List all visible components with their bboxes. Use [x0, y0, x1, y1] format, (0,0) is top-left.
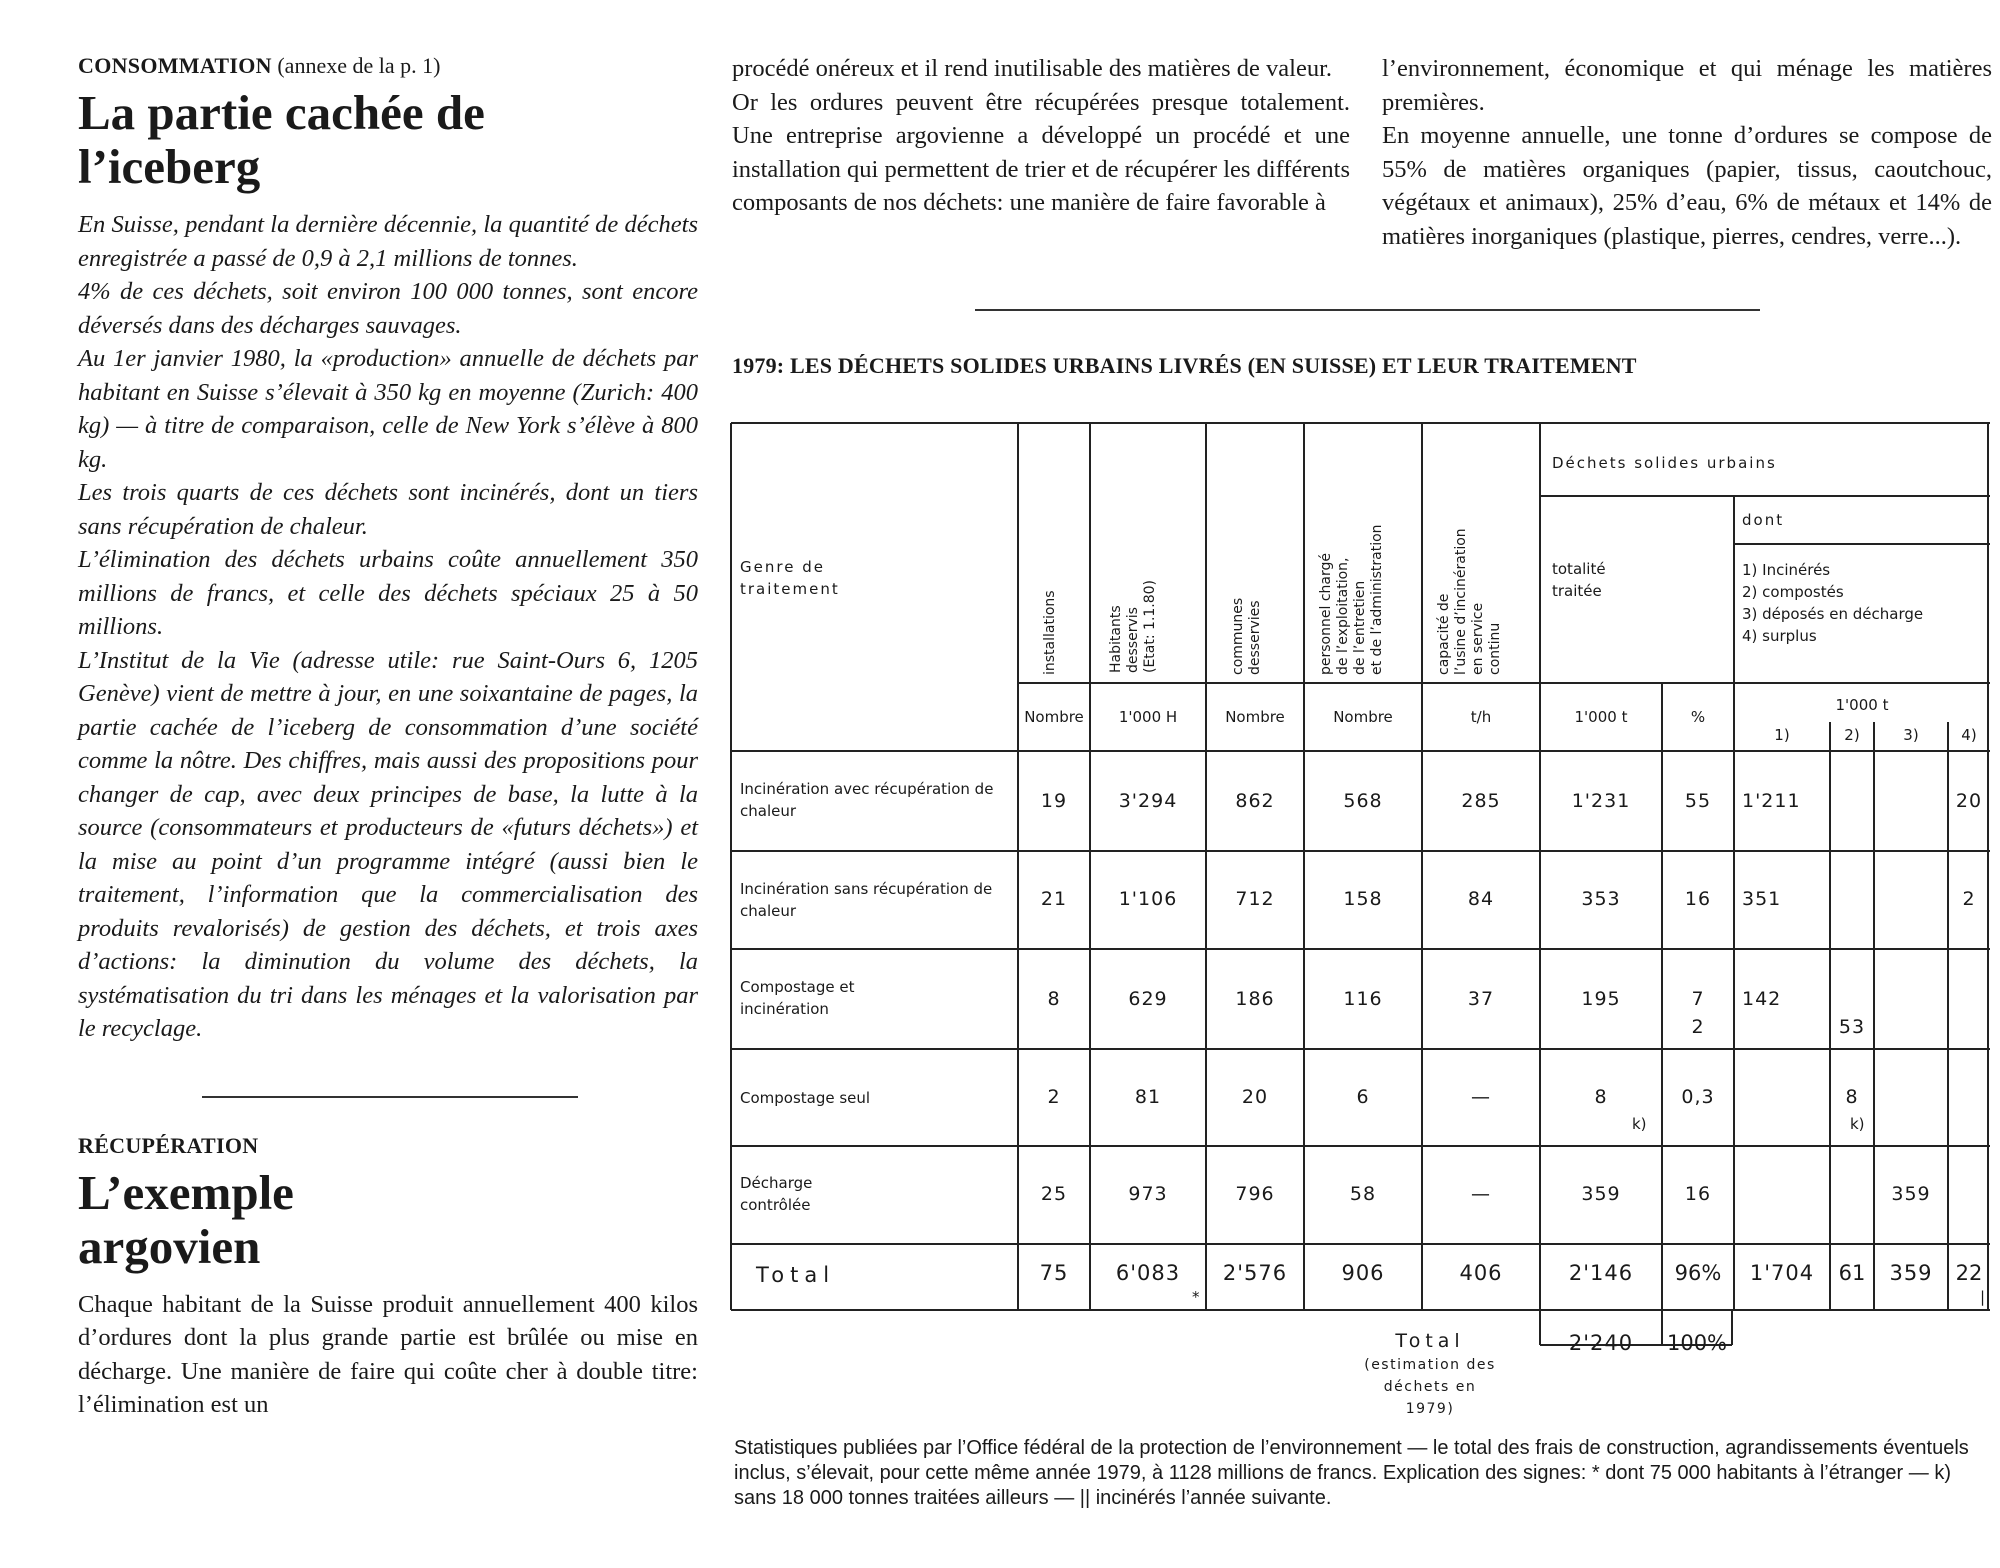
unit-cell: 1'000 t: [1835, 696, 1889, 714]
cell-pct: 16: [1684, 1183, 1712, 1205]
body-paragraph: l’environnement, économique et qui ménage les matières premières.: [1382, 55, 1992, 116]
header-habitants: Habitants desservis (Etat: 1.1.80): [1108, 579, 1158, 673]
total-c2: 61: [1838, 1261, 1866, 1285]
cell-c1: 351: [1742, 888, 1782, 910]
row-label: Compostage et incinération: [740, 978, 855, 1018]
row-label: Incinération sans récupération de chaleur: [740, 880, 993, 920]
total-capacite: 406: [1459, 1261, 1503, 1285]
cell-note: k): [1850, 1115, 1865, 1133]
cell-pct: 55: [1684, 790, 1712, 812]
header-installations: installations: [1042, 590, 1058, 675]
cell-communes: 186: [1235, 988, 1275, 1010]
total-totalite: 2'146: [1568, 1261, 1634, 1285]
cell-personnel: 158: [1343, 888, 1383, 910]
cell-communes: 796: [1235, 1183, 1275, 1205]
total-c4-note: |: [1980, 1288, 1986, 1306]
subunit-cell: 1): [1774, 726, 1790, 744]
cell-installations: 21: [1040, 888, 1068, 910]
section-label: RÉCUPÉRATION: [78, 1132, 259, 1158]
cell-capacite: 37: [1467, 988, 1495, 1010]
row-label: Incinération avec récupération de chaleur: [740, 780, 994, 820]
dont-item: 2) compostés: [1742, 583, 1844, 601]
header-genre: Genre de traitement: [740, 558, 840, 598]
intro-paragraph: En Suisse, pendant la dernière décennie, la quantité de déchets enregistrée a passé de 0,9 à 2,1 millions de tonnes.: [78, 211, 698, 272]
total-note: *: [1192, 1288, 1200, 1306]
cell-installations: 19: [1040, 790, 1068, 812]
cell-habitants: 81: [1134, 1086, 1162, 1108]
right-column: [1382, 52, 1992, 253]
section-kicker-consommation: [78, 52, 698, 80]
cell-totalite: 359: [1581, 1183, 1621, 1205]
subunit-cell: 2): [1844, 726, 1860, 744]
total-c1: 1'704: [1749, 1261, 1815, 1285]
header-dont: dont: [1742, 511, 1785, 529]
cell-c4: 2: [1962, 888, 1976, 910]
cell-note: k): [1632, 1115, 1647, 1133]
unit-cell: 1'000 H: [1118, 708, 1178, 726]
unit-cell: Nombre: [1333, 708, 1393, 726]
estimate-sub: (estimation des déchets en 1979): [1364, 1357, 1496, 1417]
body-paragraph: Chaque habitant de la Suisse produit annuellement 400 kilos d’ordures dont la plus grande partie est brûlée ou mise en décharge. Une manière de faire qui coûte cher à double titre: l’élimination est un: [78, 1290, 698, 1418]
intro-paragraph: 4% de ces déchets, soit environ 100 000 tonnes, sont encore déversés dans des décharges sauvages.: [78, 278, 698, 339]
divider: [202, 1096, 578, 1098]
section-label: CONSOMMATION: [78, 53, 272, 78]
section-kicker-recuperation: [78, 1132, 698, 1160]
cell-communes: 712: [1235, 888, 1275, 910]
row-label: Compostage seul: [740, 1089, 871, 1107]
cell-capacite: 84: [1467, 888, 1495, 910]
intro-paragraph: L’Institut de la Vie (adresse utile: rue Saint-Ours 6, 1205 Genève) vient de mettre à jour, en une soixantaine de pages, la partie cachée de l’iceberg de consommation d’une société comme la nôtre. Des chiffres, mais aussi des propositions pour changer de cap, avec deux principes de base, la lutte à la source (consommateurs et producteurs de «futurs déchets») et la mise au point d’un programme intégré (aussi bien le traitement, l’information que la commercialisation des produits revalorisés) de gestion des déchets, et trois axes d’actions: la diminution du volume des déchets, la systématisation du tri dans les ménages et la valorisation par le recyclage.: [78, 646, 698, 1042]
cell-installations: 2: [1047, 1086, 1061, 1108]
cell-communes: 862: [1235, 790, 1275, 812]
headline-iceberg: La partie cachée de l’iceberg: [78, 85, 485, 194]
total-communes: 2'576: [1222, 1261, 1288, 1285]
cell-personnel: 58: [1349, 1183, 1377, 1205]
estimate-pct: 100%: [1666, 1331, 1728, 1355]
intro-paragraph: L’élimination des déchets urbains coûte annuellement 350 millions de francs, et celle des déchets spéciaux 25 à 50 millions.: [78, 546, 698, 640]
cell-habitants: 3'294: [1118, 790, 1178, 812]
total-c4: 22: [1955, 1261, 1983, 1285]
unit-cell: Nombre: [1024, 708, 1084, 726]
cell-pct: 16: [1684, 888, 1712, 910]
headline-argovien: L’exemple argovien: [78, 1164, 294, 1274]
cell-capacite: —: [1471, 1086, 1491, 1108]
body-paragraph: procédé onéreux et il rend inutilisable des matières de valeur.: [732, 55, 1333, 82]
cell-communes: 20: [1241, 1086, 1269, 1108]
cell-totalite: 353: [1581, 888, 1621, 910]
unit-cell: t/h: [1470, 708, 1492, 726]
cell-habitants: 1'106: [1118, 888, 1178, 910]
cell-c1: 142: [1742, 988, 1782, 1010]
total-label: Total: [756, 1263, 836, 1287]
table-title: 1979: LES DÉCHETS SOLIDES URBAINS LIVRÉS (EN SUISSE) ET LEUR TRAITEMENT: [732, 353, 1637, 378]
total-pct: 96%: [1674, 1261, 1722, 1285]
row-label: Décharge contrôlée: [740, 1174, 813, 1214]
section-note: (annexe de la p. 1): [277, 53, 441, 78]
cell-pct2: 2: [1691, 1016, 1705, 1038]
estimate-totalite: 2'240: [1568, 1331, 1634, 1355]
cell-c3: 359: [1891, 1183, 1931, 1205]
dont-item: 1) Incinérés: [1742, 561, 1831, 579]
unit-cell: Nombre: [1225, 708, 1285, 726]
intro-paragraph: Au 1er janvier 1980, la «production» annuelle de déchets par habitant en Suisse s’élevait à 350 kg en moyenne (Zurich: 400 kg) — à titre de comparaison, celle de New York s’élève à 800 kg.: [78, 345, 698, 473]
cell-totalite: 195: [1581, 988, 1621, 1010]
cell-habitants: 629: [1128, 988, 1168, 1010]
intro-paragraph: Les trois quarts de ces déchets sont incinérés, dont un tiers sans récupération de chaleur.: [78, 479, 698, 540]
cell-personnel: 6: [1356, 1086, 1370, 1108]
cell-installations: 8: [1047, 988, 1061, 1010]
header-communes: communes desservies: [1230, 597, 1263, 675]
body-paragraph: En moyenne annuelle, une tonne d’ordures se compose de 55% de matières organiques (papier, tissus, caoutchouc, végétaux et animaux), 25% d’eau, 6% de métaux et 14% de matières inorganiques (plastique, pierres, cendres, verre...).: [1382, 122, 1992, 250]
cell-c2: 8: [1845, 1086, 1859, 1108]
body-paragraph: Or les ordures peuvent être récupérées presque totalement. Une entreprise argovienne a développé un procédé et une installation qui permettent de trier et de récupérer les différents composants de nos déchets: une manière de faire favorable à: [732, 88, 1350, 216]
left-column: [78, 52, 698, 1422]
subunit-cell: 4): [1961, 726, 1977, 744]
header-totalite: totalité traitée: [1552, 560, 1606, 600]
cell-installations: 25: [1040, 1183, 1068, 1205]
total-installations: 75: [1039, 1261, 1069, 1285]
total-personnel: 906: [1341, 1261, 1385, 1285]
divider: [975, 309, 1760, 311]
cell-c4: 20: [1955, 790, 1983, 812]
dont-item: 4) surplus: [1742, 627, 1817, 645]
subunit-cell: 3): [1903, 726, 1919, 744]
total-c3: 359: [1889, 1261, 1933, 1285]
header-dechets: Déchets solides urbains: [1552, 454, 1777, 472]
cell-capacite: 285: [1461, 790, 1501, 812]
total-habitants: 6'083: [1115, 1261, 1181, 1285]
cell-totalite: 8: [1594, 1086, 1608, 1108]
cell-c1: 1'211: [1742, 790, 1801, 812]
cell-personnel: 568: [1343, 790, 1383, 812]
intro-text: [78, 208, 698, 1046]
cell-pct: 7: [1691, 988, 1705, 1010]
cell-pct: 0,3: [1681, 1086, 1715, 1108]
cell-capacite: —: [1471, 1183, 1491, 1205]
cell-totalite: 1'231: [1571, 790, 1631, 812]
cell-c2: 53: [1838, 1016, 1866, 1038]
dont-item: 3) déposés en décharge: [1742, 605, 1924, 623]
unit-cell: %: [1690, 708, 1706, 726]
header-capacite: capacité de l’usine d’incinération en service continu: [1436, 528, 1503, 675]
unit-cell: 1'000 t: [1574, 708, 1628, 726]
cell-habitants: 973: [1128, 1183, 1168, 1205]
cell-personnel: 116: [1343, 988, 1383, 1010]
middle-column: [732, 52, 1350, 220]
table-footnote: Statistiques publiées par l’Office fédéral de la protection de l’environnement — le total des frais de construction, agrandissements éventuels inclus, s’élevait, pour cette même année 1979, à 1128 millions de francs. Explication des signes: * dont 75 000 habitants à l’étranger — k) sans 18 000 tonnes traitées ailleurs — || incinérés l’année suivante.: [734, 1437, 1969, 1509]
header-personnel: personnel chargé de l’exploitation, de l’entretien et de l’administration: [1318, 524, 1385, 675]
estimate-label: Total: [1395, 1330, 1465, 1352]
